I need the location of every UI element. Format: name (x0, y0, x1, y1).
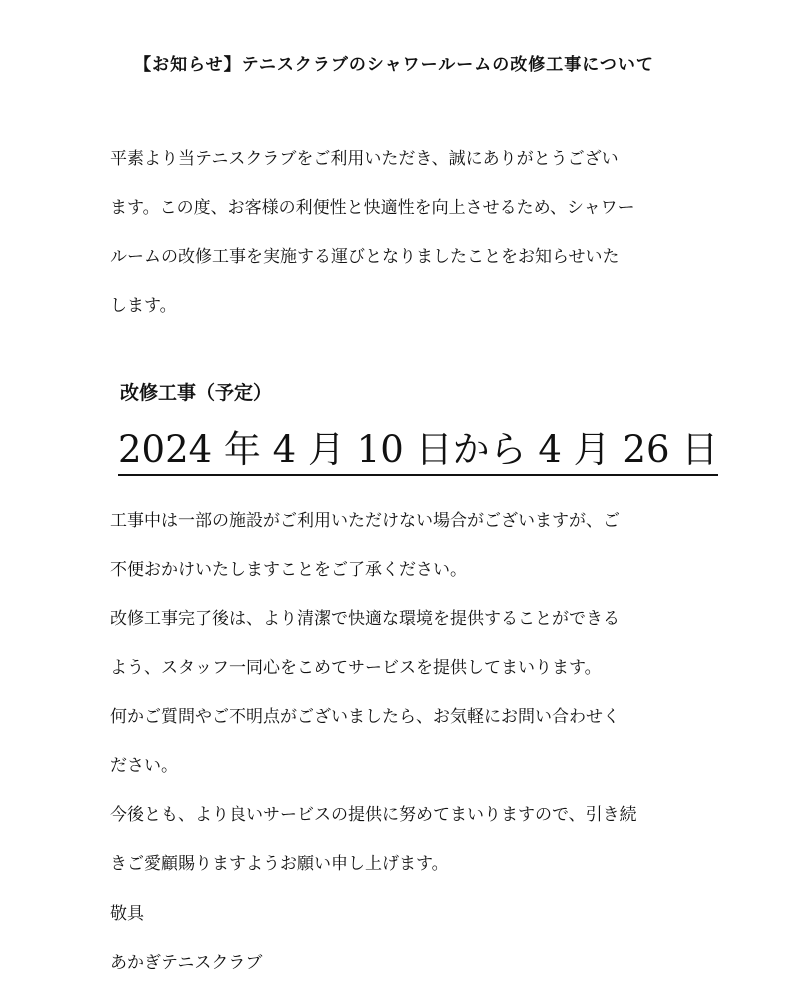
body-line: 不便おかけいたしますことをご了承ください。 (110, 560, 467, 580)
intro-line: ます。この度、お客様の利便性と快適性を向上させるため、シャワー (110, 198, 635, 218)
intro-line: ルームの改修工事を実施する運びとなりましたことをお知らせいた (110, 247, 620, 267)
body-line: きご愛顧賜りますようお願い申し上げます。 (110, 854, 449, 874)
body-line: ださい。 (110, 756, 178, 776)
body-line: 何かご質問やご不明点がございましたら、お気軽にお問い合わせく (110, 707, 620, 727)
schedule-label: 改修工事（予定） (120, 382, 273, 404)
body-line: 今後とも、より良いサービスの提供に努めてまいりますので、引き続 (110, 805, 637, 825)
signature: あかぎテニスクラブ (110, 953, 263, 973)
intro-line: します。 (110, 296, 177, 316)
schedule-date: 2024 年 4 月 10 日から 4 月 26 日 (118, 426, 718, 476)
intro-paragraph (110, 135, 685, 331)
closing-block (110, 890, 262, 988)
body-line: 改修工事完了後は、より清潔で快適な環境を提供することができる (110, 609, 620, 629)
body-line: 工事中は一部の施設がご利用いただけない場合がございますが、ご (110, 511, 620, 531)
body-paragraph (110, 497, 685, 889)
closing-word: 敬具 (110, 904, 144, 924)
intro-line: 平素より当テニスクラブをご利用いただき、誠にありがとうござい (110, 149, 619, 169)
body-line: よう、スタッフ一同心をこめてサービスを提供してまいります。 (110, 658, 602, 678)
notice-title: 【お知らせ】テニスクラブのシャワールームの改修工事について (134, 55, 654, 75)
